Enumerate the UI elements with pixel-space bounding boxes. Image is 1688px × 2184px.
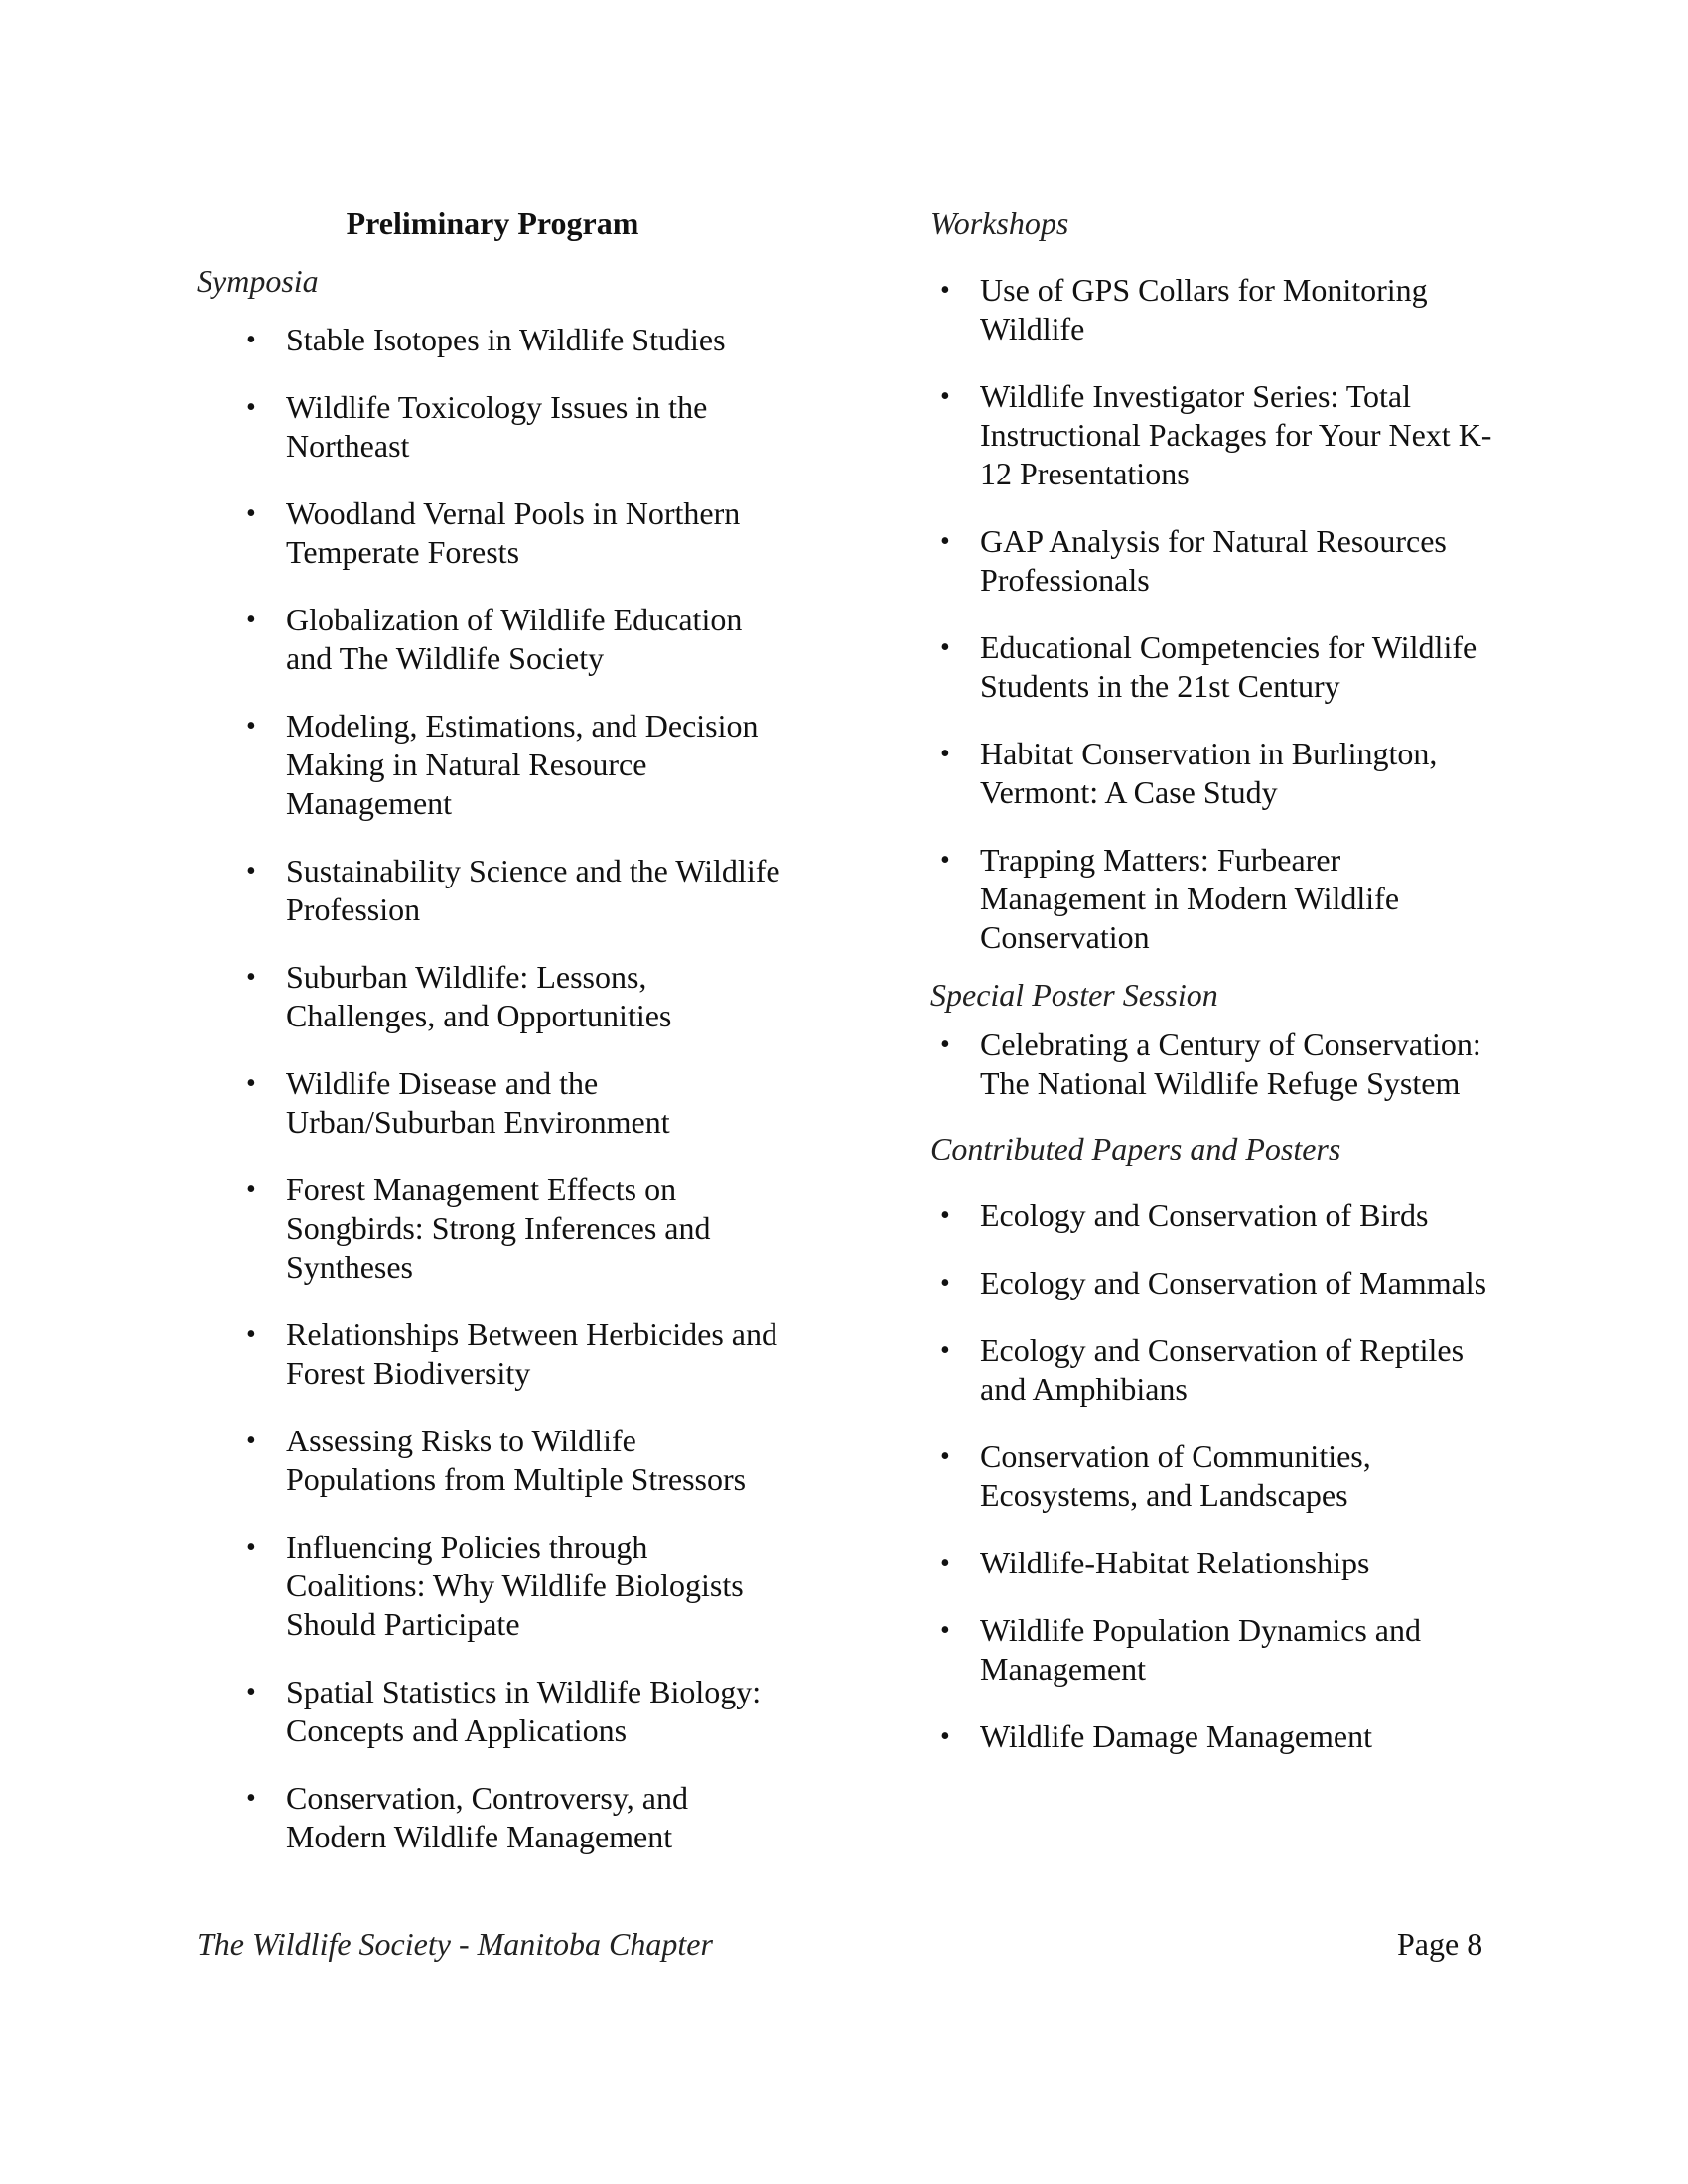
bullet-icon: • bbox=[246, 856, 256, 887]
contributed-list bbox=[930, 1196, 1506, 1756]
bullet-icon: • bbox=[940, 1615, 950, 1646]
list-item: • Conservation of Communities, Ecosystems, and Landscapes bbox=[940, 1438, 1371, 1513]
workshops-heading: Workshops bbox=[930, 205, 1069, 241]
bullet-icon: • bbox=[940, 845, 950, 876]
list-item: • Wildlife Investigator Series: Total Instructional Packages for Your Next K-12 Presentations bbox=[940, 378, 1492, 491]
list-item: • Modeling, Estimations, and Decision Making in Natural Resource Management bbox=[246, 708, 759, 821]
list-item: • Sustainability Science and the Wildlife Profession bbox=[246, 853, 780, 927]
contributed-heading: Contributed Papers and Posters bbox=[930, 1131, 1341, 1166]
list-item: • Ecology and Conservation of Mammals bbox=[940, 1265, 1487, 1300]
bullet-icon: • bbox=[246, 1783, 256, 1814]
bullet-icon: • bbox=[246, 711, 256, 742]
list-item: • Trapping Matters: Furbearer Management in Modern Wildlife Conservation bbox=[940, 842, 1400, 955]
list-item: • Wildlife-Habitat Relationships bbox=[940, 1545, 1370, 1580]
list-item: • Assessing Risks to Wildlife Populations from Multiple Stressors bbox=[246, 1423, 747, 1497]
poster-session-list bbox=[930, 1025, 1506, 1103]
page-number: Page 8 bbox=[1397, 1926, 1483, 1962]
list-item: • Spatial Statistics in Wildlife Biology: Concepts and Applications bbox=[246, 1674, 762, 1748]
poster-session-heading: Special Poster Session bbox=[930, 977, 1218, 1013]
list-item: • Globalization of Wildlife Education and The Wildlife Society bbox=[246, 602, 743, 676]
bullet-icon: • bbox=[246, 1426, 256, 1456]
bullet-icon: • bbox=[940, 1721, 950, 1752]
list-item: • Celebrating a Century of Conservation: The National Wildlife Refuge System bbox=[940, 1026, 1481, 1101]
bullet-icon: • bbox=[246, 325, 256, 355]
list-item: • Suburban Wildlife: Lessons, Challenges, and Opportunities bbox=[246, 959, 672, 1033]
list-item: • Woodland Vernal Pools in Northern Temperate Forests bbox=[246, 495, 741, 570]
bullet-icon: • bbox=[246, 605, 256, 635]
bullet-icon: • bbox=[940, 526, 950, 557]
bullet-icon: • bbox=[940, 1548, 950, 1578]
bullet-icon: • bbox=[940, 381, 950, 412]
list-item: • Forest Management Effects on Songbirds: Strong Inferences and Syntheses bbox=[246, 1171, 711, 1285]
bullet-icon: • bbox=[246, 1532, 256, 1563]
symposia-heading: Symposia bbox=[197, 263, 319, 299]
bullet-icon: • bbox=[940, 1200, 950, 1231]
list-item: • Influencing Policies through Coalitions: Why Wildlife Biologists Should Participate bbox=[246, 1529, 744, 1642]
bullet-icon: • bbox=[940, 1441, 950, 1472]
bullet-icon: • bbox=[940, 739, 950, 769]
bullet-icon: • bbox=[246, 1319, 256, 1350]
bullet-icon: • bbox=[246, 1068, 256, 1099]
list-item: • Habitat Conservation in Burlington, Vermont: A Case Study bbox=[940, 736, 1438, 810]
bullet-icon: • bbox=[246, 1677, 256, 1707]
symposia-list bbox=[197, 321, 792, 1856]
list-item: • Stable Isotopes in Wildlife Studies bbox=[246, 322, 726, 357]
bullet-icon: • bbox=[940, 1268, 950, 1298]
bullet-icon: • bbox=[940, 632, 950, 663]
left-column bbox=[197, 194, 792, 1856]
list-item: • Educational Competencies for Wildlife Students in the 21st Century bbox=[940, 629, 1477, 704]
bullet-icon: • bbox=[246, 498, 256, 529]
footer-organization: The Wildlife Society - Manitoba Chapter bbox=[197, 1926, 713, 1962]
list-item: • Wildlife Damage Management bbox=[940, 1718, 1372, 1754]
bullet-icon: • bbox=[246, 392, 256, 423]
bullet-icon: • bbox=[246, 1174, 256, 1205]
list-item: • Wildlife Toxicology Issues in the Northeast bbox=[246, 389, 708, 464]
page-title: Preliminary Program bbox=[346, 205, 639, 241]
list-item: • Use of GPS Collars for Monitoring Wildlife bbox=[940, 272, 1428, 346]
workshops-list bbox=[930, 271, 1506, 957]
list-item: • Conservation, Controversy, and Modern Wildlife Management bbox=[246, 1780, 688, 1854]
list-item: • Ecology and Conservation of Birds bbox=[940, 1197, 1429, 1233]
list-item: • Wildlife Population Dynamics and Management bbox=[940, 1612, 1421, 1687]
list-item: • Ecology and Conservation of Reptiles and Amphibians bbox=[940, 1332, 1465, 1407]
bullet-icon: • bbox=[940, 1029, 950, 1060]
list-item: • GAP Analysis for Natural Resources Professionals bbox=[940, 523, 1447, 598]
list-item: • Wildlife Disease and the Urban/Suburban Environment bbox=[246, 1065, 670, 1140]
list-item: • Relationships Between Herbicides and Forest Biodiversity bbox=[246, 1316, 777, 1391]
bullet-icon: • bbox=[246, 962, 256, 993]
right-column bbox=[930, 194, 1506, 1756]
bullet-icon: • bbox=[940, 1335, 950, 1366]
bullet-icon: • bbox=[940, 275, 950, 306]
